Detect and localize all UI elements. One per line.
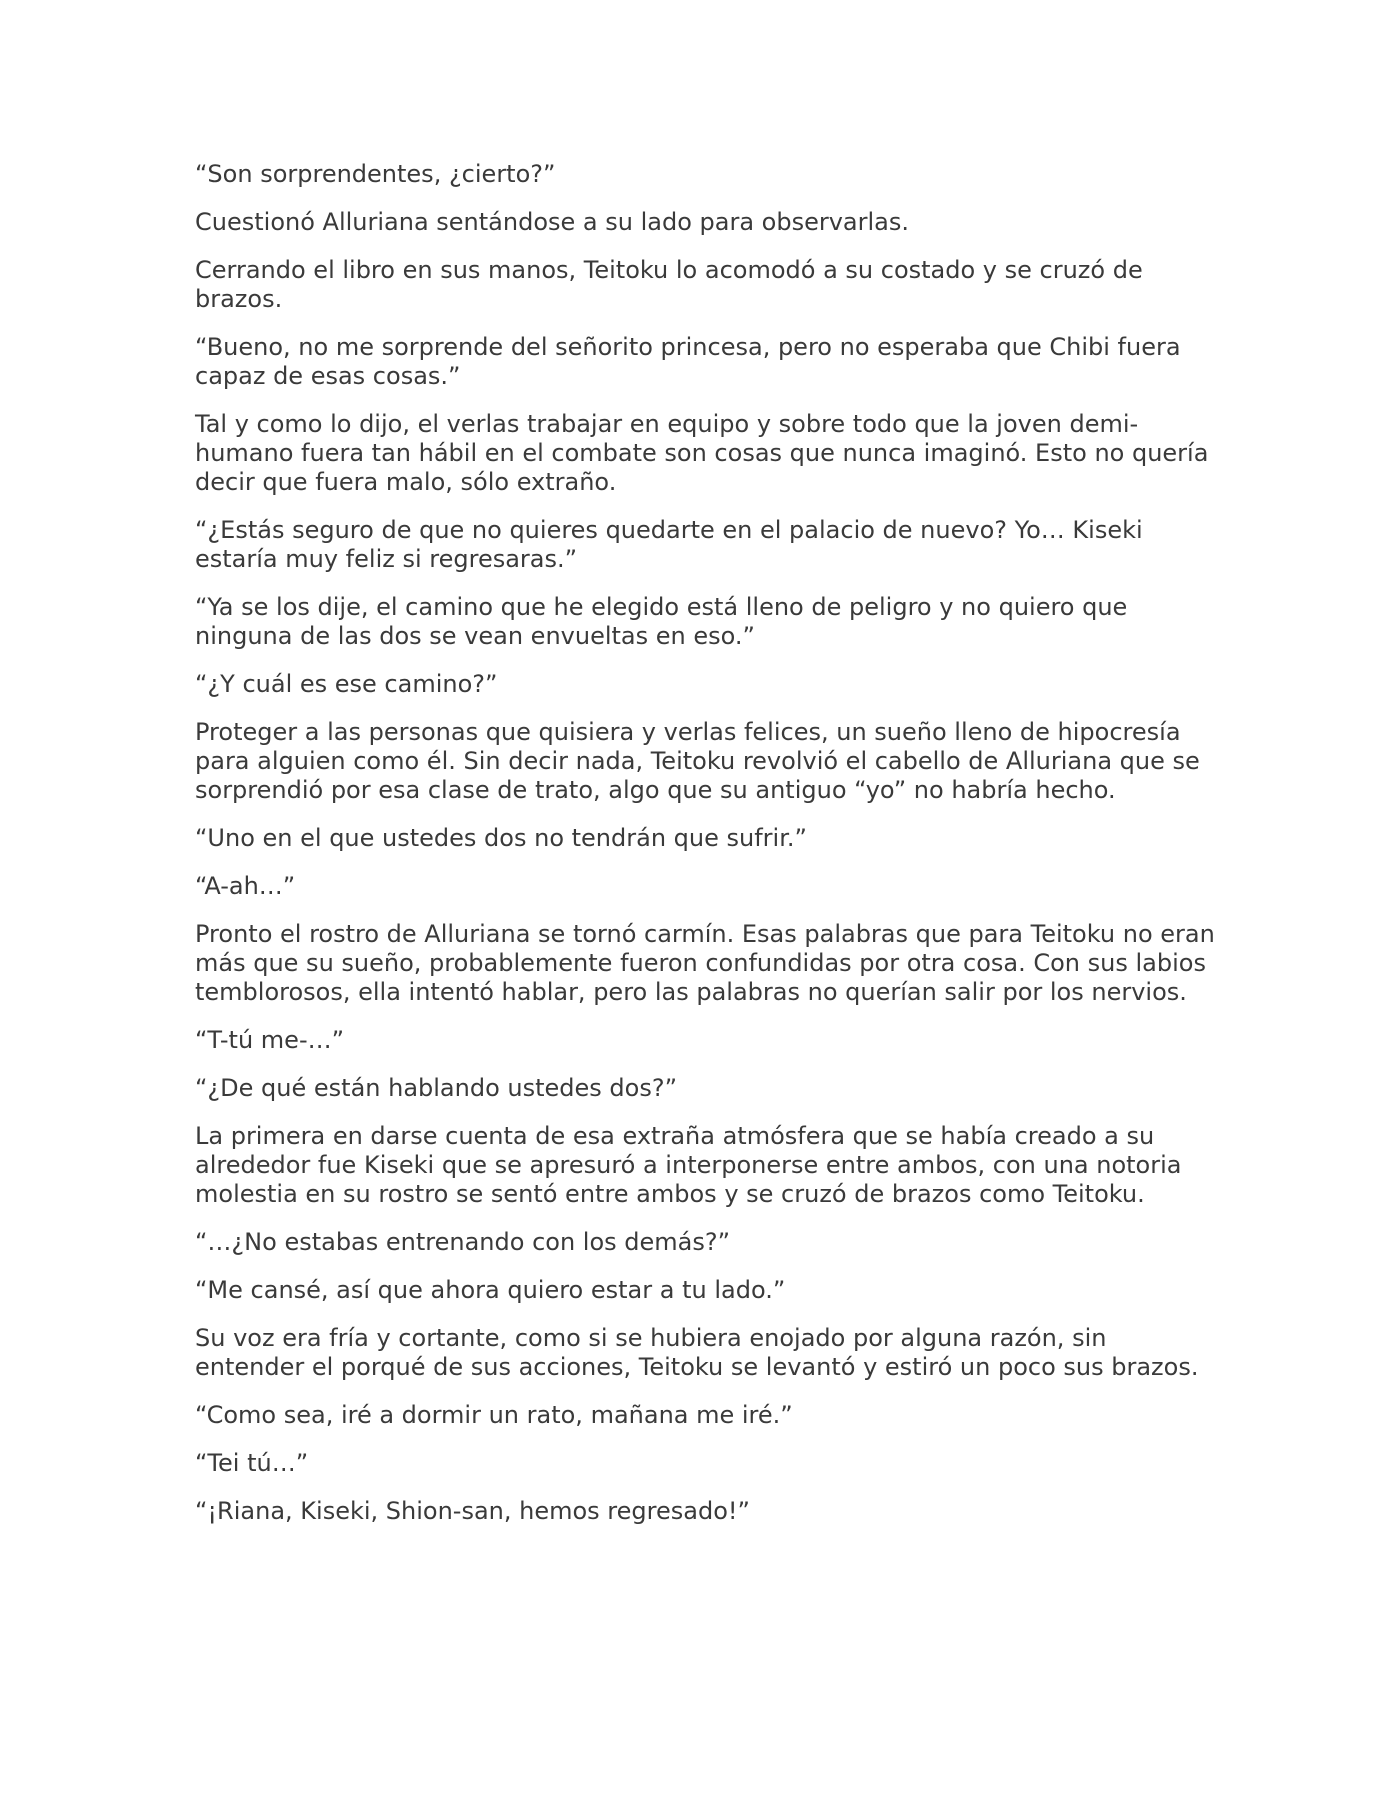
paragraph: Tal y como lo dijo, el verlas trabajar en equipo y sobre todo que la joven demi-humano fuera tan hábil en el combate son cosas que nunca imaginó. Esto no quería decir que fuera malo, sólo extraño. bbox=[195, 410, 1209, 496]
paragraph: “…¿No estabas entrenando con los demás?” bbox=[195, 1228, 731, 1256]
paragraph: “¿De qué están hablando ustedes dos?” bbox=[195, 1074, 678, 1102]
paragraph: Cuestionó Alluriana sentándose a su lado para observarlas. bbox=[195, 208, 909, 236]
paragraph: “Ya se los dije, el camino que he elegido está lleno de peligro y no quiero que ninguna de las dos se vean envueltas en eso.” bbox=[195, 593, 1128, 650]
paragraph: “T-tú me-…” bbox=[195, 1026, 345, 1054]
paragraph: “Son sorprendentes, ¿cierto?” bbox=[195, 160, 556, 188]
paragraph: “Como sea, iré a dormir un rato, mañana me iré.” bbox=[195, 1401, 793, 1429]
paragraph: “A-ah…” bbox=[195, 872, 296, 900]
paragraph: “Me cansé, así que ahora quiero estar a tu lado.” bbox=[195, 1276, 786, 1304]
paragraph: “¿Estás seguro de que no quieres quedarte en el palacio de nuevo? Yo… Kiseki estaría muy feliz si regresaras.” bbox=[195, 516, 1143, 573]
paragraph: Su voz era fría y cortante, como si se hubiera enojado por alguna razón, sin entender el porqué de sus acciones, Teitoku se levantó y estiró un poco sus brazos. bbox=[195, 1324, 1199, 1381]
paragraph: “Tei tú…” bbox=[195, 1449, 309, 1477]
paragraph: “Bueno, no me sorprende del señorito princesa, pero no esperaba que Chibi fuera capaz de esas cosas.” bbox=[195, 333, 1181, 390]
document-body bbox=[195, 160, 1215, 1545]
paragraph: Pronto el rostro de Alluriana se tornó carmín. Esas palabras que para Teitoku no eran más que su sueño, probablemente fueron confundidas por otra cosa. Con sus labios temblorosos, ella intentó hablar, pero las palabras no querían salir por los nervios. bbox=[195, 920, 1215, 1006]
paragraph: “Uno en el que ustedes dos no tendrán que sufrir.” bbox=[195, 824, 807, 852]
paragraph: “¡Riana, Kiseki, Shion-san, hemos regresado!” bbox=[195, 1497, 750, 1525]
paragraph: “¿Y cuál es ese camino?” bbox=[195, 670, 498, 698]
paragraph: Proteger a las personas que quisiera y verlas felices, un sueño lleno de hipocresía para alguien como él. Sin decir nada, Teitoku revolvió el cabello de Alluriana que se sorprendió por esa clase de trato, algo que su antiguo “yo” no habría hecho. bbox=[195, 718, 1200, 804]
paragraph: Cerrando el libro en sus manos, Teitoku lo acomodó a su costado y se cruzó de brazos. bbox=[195, 256, 1143, 313]
paragraph: La primera en darse cuenta de esa extraña atmósfera que se había creado a su alrededor fue Kiseki que se apresuró a interponerse entre ambos, con una notoria molestia en su rostro se sentó entre ambos y se cruzó de brazos como Teitoku. bbox=[195, 1122, 1182, 1208]
